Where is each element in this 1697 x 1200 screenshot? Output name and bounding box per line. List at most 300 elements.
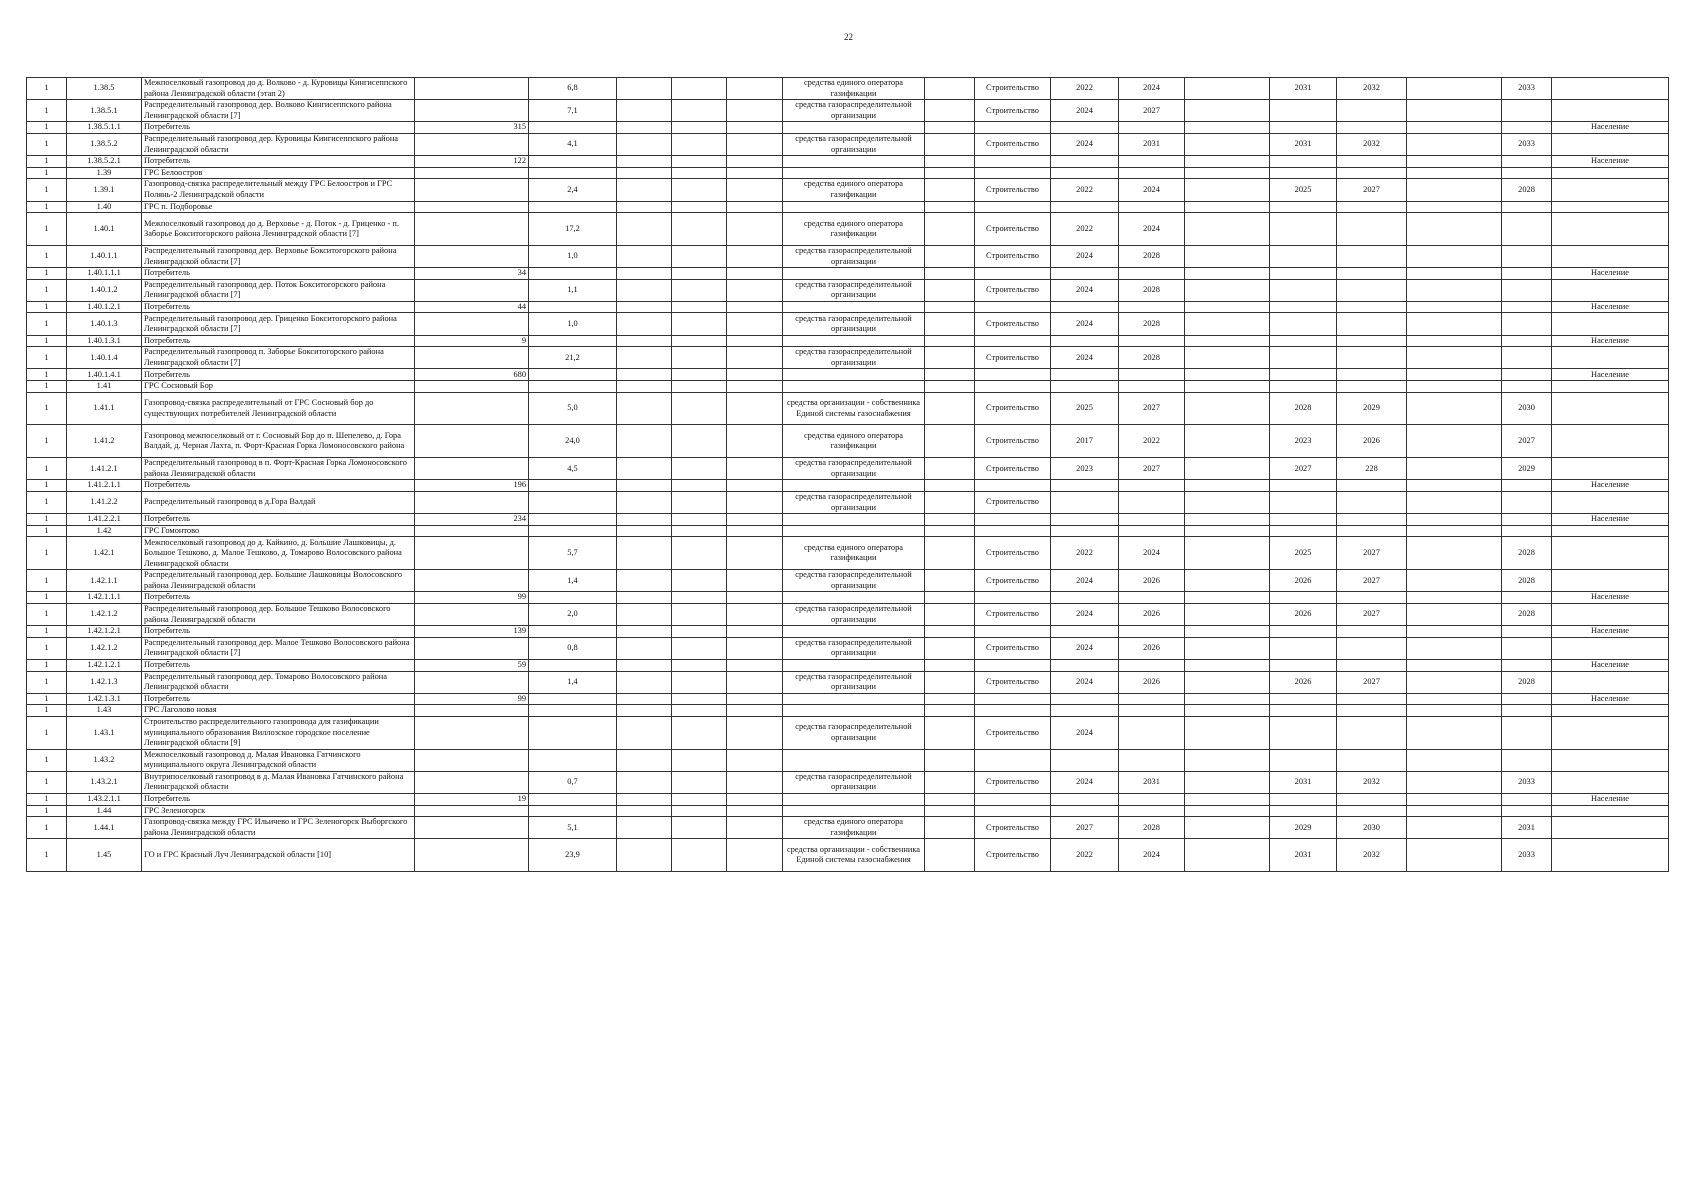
year-cell-5 (1502, 705, 1552, 717)
funding-source-cell: средства единого оператора газификации (783, 537, 925, 570)
consumers-cell (415, 570, 529, 592)
name-cell: ГРС Белоостров (142, 167, 415, 179)
year-cell-5 (1502, 749, 1552, 771)
consumers-cell: 99 (415, 592, 529, 604)
year-cell-5 (1502, 167, 1552, 179)
empty-cell (1407, 626, 1502, 638)
empty-cell (727, 313, 783, 335)
empty-cell (672, 425, 727, 458)
empty-cell (617, 369, 672, 381)
year-end-cell (1119, 716, 1185, 749)
empty-cell (1407, 492, 1502, 514)
work-type-cell (975, 301, 1051, 313)
empty-cell (727, 839, 783, 872)
level-cell: 1 (27, 392, 67, 425)
empty-cell (1407, 167, 1502, 179)
year-cell-3 (1270, 100, 1337, 122)
year-cell-3: 2026 (1270, 570, 1337, 592)
empty-cell (1185, 480, 1270, 492)
code-cell: 1.40.1.1.1 (67, 268, 142, 280)
year-cell-4 (1337, 213, 1407, 246)
year-start-cell: 2022 (1051, 537, 1119, 570)
consumers-cell (415, 537, 529, 570)
funding-source-cell (783, 268, 925, 280)
year-start-cell (1051, 592, 1119, 604)
empty-cell (672, 637, 727, 659)
work-type-cell: Строительство (975, 133, 1051, 155)
funding-source-cell (783, 480, 925, 492)
empty-cell (1185, 794, 1270, 806)
year-cell-5 (1502, 156, 1552, 168)
length-cell (529, 805, 617, 817)
empty-cell (1407, 794, 1502, 806)
consumers-cell (415, 839, 529, 872)
name-cell: ГО и ГРС Красный Луч Ленинградской области [10] (142, 839, 415, 872)
length-cell: 2,4 (529, 179, 617, 201)
consumers-cell (415, 100, 529, 122)
empty-cell (1407, 537, 1502, 570)
empty-cell (617, 514, 672, 526)
name-cell: Потребитель (142, 335, 415, 347)
empty-cell (1185, 693, 1270, 705)
level-cell: 1 (27, 100, 67, 122)
empty-cell (727, 659, 783, 671)
empty-cell (925, 313, 975, 335)
empty-cell (672, 245, 727, 267)
year-cell-5 (1502, 794, 1552, 806)
year-end-cell (1119, 749, 1185, 771)
length-cell (529, 381, 617, 393)
empty-cell (727, 771, 783, 793)
table-row (27, 492, 1669, 514)
empty-cell (1185, 626, 1270, 638)
funding-source-cell: средства газораспределительной организации (783, 458, 925, 480)
year-start-cell (1051, 156, 1119, 168)
funding-source-cell (783, 122, 925, 134)
category-cell (1552, 637, 1669, 659)
empty-cell (672, 301, 727, 313)
category-cell (1552, 279, 1669, 301)
year-cell-5 (1502, 659, 1552, 671)
empty-cell (672, 693, 727, 705)
funding-source-cell (783, 381, 925, 393)
empty-cell (1407, 369, 1502, 381)
year-cell-3 (1270, 525, 1337, 537)
year-cell-3 (1270, 659, 1337, 671)
empty-cell (1407, 347, 1502, 369)
empty-cell (925, 805, 975, 817)
empty-cell (672, 671, 727, 693)
name-cell: Распределительный газопровод дер. Волково Кингисеппского района Ленинградской области [7] (142, 100, 415, 122)
year-cell-4 (1337, 794, 1407, 806)
table-row (27, 381, 1669, 393)
empty-cell (617, 492, 672, 514)
level-cell: 1 (27, 817, 67, 839)
level-cell: 1 (27, 122, 67, 134)
year-end-cell (1119, 381, 1185, 393)
empty-cell (1185, 570, 1270, 592)
consumers-cell: 34 (415, 268, 529, 280)
work-type-cell: Строительство (975, 425, 1051, 458)
level-cell: 1 (27, 659, 67, 671)
name-cell: Потребитель (142, 659, 415, 671)
empty-cell (1407, 771, 1502, 793)
table-row (27, 301, 1669, 313)
consumers-cell (415, 671, 529, 693)
empty-cell (1185, 347, 1270, 369)
empty-cell (1407, 392, 1502, 425)
level-cell: 1 (27, 179, 67, 201)
length-cell: 6,8 (529, 78, 617, 100)
category-cell (1552, 749, 1669, 771)
year-end-cell: 2024 (1119, 78, 1185, 100)
year-start-cell (1051, 705, 1119, 717)
consumers-cell (415, 313, 529, 335)
empty-cell (672, 817, 727, 839)
empty-cell (1185, 458, 1270, 480)
table-row (27, 100, 1669, 122)
consumers-cell (415, 425, 529, 458)
empty-cell (925, 705, 975, 717)
year-end-cell (1119, 805, 1185, 817)
code-cell: 1.41.2 (67, 425, 142, 458)
funding-source-cell (783, 805, 925, 817)
name-cell: Межпоселковый газопровод до д. Волково - д. Куровицы Кингисеппского района Ленинградской области (этап 2) (142, 78, 415, 100)
year-cell-5 (1502, 301, 1552, 313)
code-cell: 1.40.1.1 (67, 245, 142, 267)
year-end-cell (1119, 335, 1185, 347)
year-end-cell: 2024 (1119, 213, 1185, 246)
year-end-cell (1119, 705, 1185, 717)
length-cell (529, 268, 617, 280)
year-start-cell: 2024 (1051, 279, 1119, 301)
name-cell: ГРС Лаголово новая (142, 705, 415, 717)
year-cell-3 (1270, 167, 1337, 179)
empty-cell (672, 705, 727, 717)
year-cell-5: 2033 (1502, 771, 1552, 793)
funding-source-cell: средства организации - собственника Единой системы газоснабжения (783, 839, 925, 872)
code-cell: 1.39.1 (67, 179, 142, 201)
funding-source-cell: средства газораспределительной организации (783, 570, 925, 592)
year-cell-3 (1270, 201, 1337, 213)
empty-cell (727, 268, 783, 280)
empty-cell (617, 301, 672, 313)
year-cell-3: 2031 (1270, 133, 1337, 155)
year-cell-3 (1270, 592, 1337, 604)
year-end-cell: 2026 (1119, 603, 1185, 625)
table-row (27, 392, 1669, 425)
empty-cell (672, 603, 727, 625)
name-cell: Газопровод-связка распределительный от ГРС Сосновый бор до существующих потребителей Ленинградской области (142, 392, 415, 425)
length-cell (529, 335, 617, 347)
empty-cell (1185, 313, 1270, 335)
work-type-cell (975, 592, 1051, 604)
year-cell-4: 2027 (1337, 570, 1407, 592)
code-cell: 1.40 (67, 201, 142, 213)
empty-cell (1185, 369, 1270, 381)
empty-cell (727, 156, 783, 168)
work-type-cell: Строительство (975, 78, 1051, 100)
empty-cell (727, 201, 783, 213)
empty-cell (617, 458, 672, 480)
empty-cell (617, 817, 672, 839)
name-cell: ГРС п. Подборовье (142, 201, 415, 213)
year-cell-5 (1502, 268, 1552, 280)
empty-cell (617, 167, 672, 179)
empty-cell (925, 156, 975, 168)
name-cell: Потребитель (142, 156, 415, 168)
empty-cell (1407, 592, 1502, 604)
funding-source-cell (783, 335, 925, 347)
table-row (27, 637, 1669, 659)
length-cell: 5,7 (529, 537, 617, 570)
work-type-cell (975, 794, 1051, 806)
year-cell-5 (1502, 100, 1552, 122)
work-type-cell: Строительство (975, 245, 1051, 267)
empty-cell (617, 794, 672, 806)
category-cell: Население (1552, 794, 1669, 806)
year-end-cell: 2026 (1119, 671, 1185, 693)
year-cell-4 (1337, 313, 1407, 335)
empty-cell (925, 626, 975, 638)
category-cell: Население (1552, 156, 1669, 168)
empty-cell (617, 245, 672, 267)
work-type-cell (975, 659, 1051, 671)
level-cell: 1 (27, 805, 67, 817)
work-type-cell: Строительство (975, 492, 1051, 514)
empty-cell (672, 347, 727, 369)
name-cell: Газопровод-связка распределительный между ГРС Белоостров и ГРС Полянь-2 Ленинградской области (142, 179, 415, 201)
year-cell-4: 2032 (1337, 771, 1407, 793)
code-cell: 1.41.2.1.1 (67, 480, 142, 492)
year-cell-5 (1502, 525, 1552, 537)
funding-source-cell: средства газораспределительной организации (783, 671, 925, 693)
consumers-cell: 19 (415, 794, 529, 806)
table-row (27, 716, 1669, 749)
empty-cell (727, 381, 783, 393)
year-cell-4 (1337, 347, 1407, 369)
level-cell: 1 (27, 201, 67, 213)
name-cell: Потребитель (142, 369, 415, 381)
empty-cell (672, 480, 727, 492)
level-cell: 1 (27, 279, 67, 301)
empty-cell (925, 771, 975, 793)
year-cell-3: 2025 (1270, 537, 1337, 570)
work-type-cell (975, 525, 1051, 537)
empty-cell (727, 301, 783, 313)
code-cell: 1.44.1 (67, 817, 142, 839)
table-row (27, 671, 1669, 693)
empty-cell (617, 392, 672, 425)
category-cell: Население (1552, 480, 1669, 492)
funding-source-cell: средства единого оператора газификации (783, 179, 925, 201)
consumers-cell: 234 (415, 514, 529, 526)
empty-cell (617, 693, 672, 705)
category-cell: Население (1552, 626, 1669, 638)
table-row (27, 201, 1669, 213)
work-type-cell: Строительство (975, 392, 1051, 425)
empty-cell (617, 637, 672, 659)
consumers-cell (415, 749, 529, 771)
category-cell: Население (1552, 369, 1669, 381)
empty-cell (925, 525, 975, 537)
year-end-cell: 2028 (1119, 245, 1185, 267)
gas-pipeline-table (26, 77, 1669, 872)
category-cell (1552, 805, 1669, 817)
empty-cell (672, 122, 727, 134)
level-cell: 1 (27, 335, 67, 347)
consumers-cell (415, 805, 529, 817)
work-type-cell: Строительство (975, 213, 1051, 246)
category-cell: Население (1552, 301, 1669, 313)
year-cell-4 (1337, 637, 1407, 659)
empty-cell (727, 592, 783, 604)
empty-cell (727, 78, 783, 100)
empty-cell (1407, 201, 1502, 213)
level-cell: 1 (27, 492, 67, 514)
year-cell-3 (1270, 480, 1337, 492)
year-start-cell: 2024 (1051, 245, 1119, 267)
category-cell (1552, 392, 1669, 425)
code-cell: 1.42.1.1 (67, 570, 142, 592)
year-start-cell: 2024 (1051, 100, 1119, 122)
empty-cell (1407, 133, 1502, 155)
empty-cell (1185, 705, 1270, 717)
category-cell (1552, 839, 1669, 872)
name-cell: Потребитель (142, 794, 415, 806)
work-type-cell: Строительство (975, 671, 1051, 693)
length-cell: 2,0 (529, 603, 617, 625)
code-cell: 1.41 (67, 381, 142, 393)
code-cell: 1.38.5.1.1 (67, 122, 142, 134)
length-cell (529, 659, 617, 671)
empty-cell (1407, 213, 1502, 246)
length-cell (529, 492, 617, 514)
year-start-cell (1051, 659, 1119, 671)
year-cell-3 (1270, 637, 1337, 659)
funding-source-cell: средства единого оператора газификации (783, 213, 925, 246)
empty-cell (925, 749, 975, 771)
empty-cell (1407, 705, 1502, 717)
empty-cell (1407, 335, 1502, 347)
table-row (27, 245, 1669, 267)
year-cell-3: 2027 (1270, 458, 1337, 480)
empty-cell (672, 167, 727, 179)
name-cell: Потребитель (142, 122, 415, 134)
code-cell: 1.42.1.3 (67, 671, 142, 693)
year-cell-3 (1270, 716, 1337, 749)
funding-source-cell: средства газораспределительной организации (783, 603, 925, 625)
empty-cell (727, 279, 783, 301)
year-cell-5 (1502, 213, 1552, 246)
category-cell (1552, 347, 1669, 369)
empty-cell (1185, 279, 1270, 301)
empty-cell (672, 749, 727, 771)
consumers-cell: 44 (415, 301, 529, 313)
year-start-cell (1051, 301, 1119, 313)
empty-cell (1185, 245, 1270, 267)
funding-source-cell (783, 794, 925, 806)
year-start-cell: 2024 (1051, 716, 1119, 749)
year-end-cell (1119, 659, 1185, 671)
year-end-cell: 2022 (1119, 425, 1185, 458)
empty-cell (1185, 537, 1270, 570)
year-cell-5 (1502, 279, 1552, 301)
empty-cell (925, 369, 975, 381)
year-cell-5: 2033 (1502, 839, 1552, 872)
empty-cell (1185, 817, 1270, 839)
empty-cell (727, 100, 783, 122)
category-cell: Население (1552, 693, 1669, 705)
name-cell: Межпоселковый газопровод д. Малая Ивановка Гатчинского муниципального округа Ленинградской области (142, 749, 415, 771)
year-end-cell (1119, 626, 1185, 638)
table-row (27, 313, 1669, 335)
empty-cell (1407, 839, 1502, 872)
level-cell: 1 (27, 794, 67, 806)
level-cell: 1 (27, 480, 67, 492)
empty-cell (1407, 693, 1502, 705)
empty-cell (925, 659, 975, 671)
table-row (27, 705, 1669, 717)
table-row (27, 817, 1669, 839)
consumers-cell: 99 (415, 693, 529, 705)
empty-cell (925, 381, 975, 393)
name-cell: Распределительный газопровод дер. Малое Тешково Волосовского района Ленинградской области [7] (142, 637, 415, 659)
code-cell: 1.40.1.3 (67, 313, 142, 335)
consumers-cell (415, 392, 529, 425)
year-start-cell (1051, 167, 1119, 179)
length-cell: 5,1 (529, 817, 617, 839)
year-cell-5 (1502, 514, 1552, 526)
code-cell: 1.41.2.1 (67, 458, 142, 480)
work-type-cell: Строительство (975, 458, 1051, 480)
year-cell-4 (1337, 167, 1407, 179)
empty-cell (925, 425, 975, 458)
consumers-cell (415, 347, 529, 369)
year-cell-4 (1337, 805, 1407, 817)
funding-source-cell (783, 301, 925, 313)
consumers-cell (415, 525, 529, 537)
category-cell (1552, 78, 1669, 100)
empty-cell (1185, 201, 1270, 213)
empty-cell (617, 268, 672, 280)
level-cell: 1 (27, 301, 67, 313)
code-cell: 1.39 (67, 167, 142, 179)
year-cell-4 (1337, 381, 1407, 393)
consumers-cell (415, 213, 529, 246)
empty-cell (1185, 179, 1270, 201)
funding-source-cell: средства газораспределительной организации (783, 637, 925, 659)
consumers-cell (415, 637, 529, 659)
empty-cell (1185, 805, 1270, 817)
work-type-cell: Строительство (975, 100, 1051, 122)
code-cell: 1.43.2.1 (67, 771, 142, 793)
year-cell-4: 2029 (1337, 392, 1407, 425)
year-cell-5: 2028 (1502, 179, 1552, 201)
length-cell: 1,4 (529, 570, 617, 592)
table-row (27, 458, 1669, 480)
year-start-cell (1051, 480, 1119, 492)
year-start-cell: 2023 (1051, 458, 1119, 480)
year-end-cell: 2027 (1119, 100, 1185, 122)
length-cell (529, 514, 617, 526)
empty-cell (672, 592, 727, 604)
year-cell-3 (1270, 347, 1337, 369)
funding-source-cell (783, 693, 925, 705)
page-number: 22 (844, 32, 853, 42)
empty-cell (1407, 313, 1502, 335)
level-cell: 1 (27, 570, 67, 592)
